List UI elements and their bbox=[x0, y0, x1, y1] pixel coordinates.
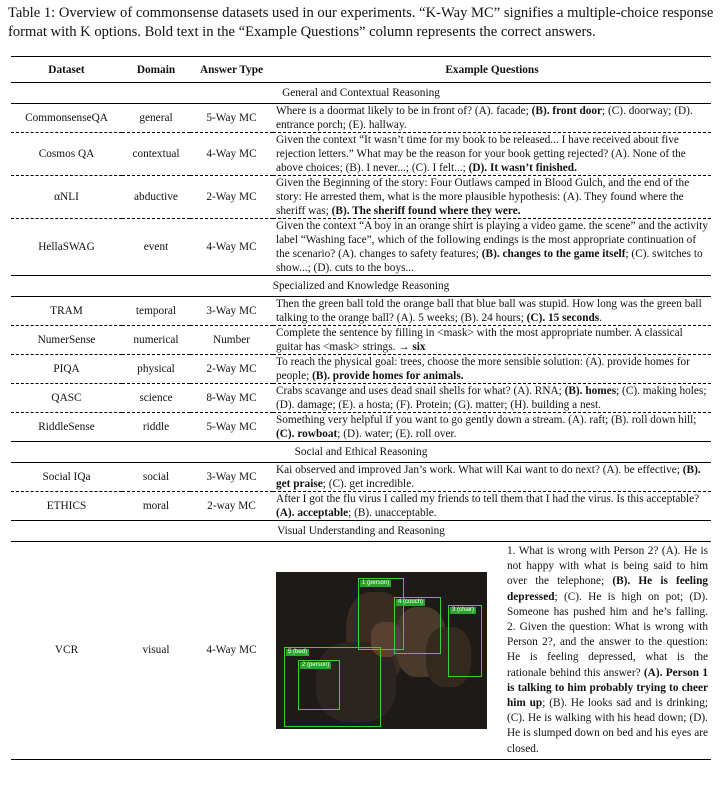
example-text: Given the context “It wasn’t time for my book to be released... I have received about five rejection letters.” What may be the reason for your book getting rejected? (A). None of the above choices; (B). I never...; (C). I felt...; bbox=[276, 134, 686, 174]
example-text: ; (C). get incredible. bbox=[322, 478, 415, 490]
cell-answer-type: 3-Way MC bbox=[190, 463, 273, 492]
correct-answer: (C). rowboat bbox=[276, 428, 338, 440]
cell-dataset: QASC bbox=[11, 384, 122, 413]
cell-example bbox=[273, 297, 711, 326]
example-question bbox=[276, 384, 708, 412]
cell-dataset: ETHICS bbox=[11, 492, 122, 521]
section-title: Visual Understanding and Reasoning bbox=[11, 521, 711, 542]
cell-domain: abductive bbox=[122, 176, 190, 219]
table-header-row bbox=[11, 57, 711, 83]
cell-domain: general bbox=[122, 104, 190, 133]
correct-answer: (A). Person 1 is talking to him probably trying to cheer him up bbox=[507, 666, 708, 710]
table-row bbox=[11, 104, 711, 133]
example-question bbox=[276, 297, 708, 325]
example-text: Given the Beginning of the story: Four Outlaws camped in Blood Gulch, and the end of the story: He arrested them, what is the more plausible hypothesis: (A). They found where the sheriff was; bbox=[276, 177, 690, 217]
example-text: ; (C). switches to show...; (D). cuts to the boys... bbox=[276, 248, 703, 274]
cell-dataset: HellaSWAG bbox=[11, 219, 122, 276]
cell-example bbox=[273, 384, 711, 413]
example-question bbox=[276, 219, 708, 275]
cell-dataset: CommonsenseQA bbox=[11, 104, 122, 133]
cell-dataset: Social IQa bbox=[11, 463, 122, 492]
correct-answer: six bbox=[412, 341, 426, 353]
example-text: Then the green ball told the orange ball that blue ball was stupid. How long was the green ball talking to the orange ball? (A). 5 weeks; (B). 24 hours; bbox=[276, 298, 702, 324]
correct-answer: (D). It wasn’t finished. bbox=[468, 162, 577, 174]
correct-answer: (A). acceptable bbox=[276, 507, 349, 519]
cell-domain: moral bbox=[122, 492, 190, 521]
cell-answer-type: 4-Way MC bbox=[190, 219, 273, 276]
table-row bbox=[11, 384, 711, 413]
section-title: General and Contextual Reasoning bbox=[11, 83, 711, 104]
detection-label: 2 (person) bbox=[302, 661, 330, 668]
cell-domain: science bbox=[122, 384, 190, 413]
table-row bbox=[11, 542, 711, 760]
cell-dataset: PIQA bbox=[11, 355, 122, 384]
example-text: Where is a doormat likely to be in front of? (A). facade; bbox=[276, 105, 532, 117]
cell-dataset: RiddleSense bbox=[11, 413, 122, 442]
detection-box bbox=[394, 597, 441, 654]
detection-label: 5 (bed) bbox=[288, 648, 308, 655]
example-text: After I got the flu virus I called my friends to tell them that I had the virus. Is this acceptable? bbox=[276, 493, 700, 505]
example-text: ; (C). doorway; (D). entrance porch; (E). hallway. bbox=[276, 105, 693, 131]
section-title: Specialized and Knowledge Reasoning bbox=[11, 276, 711, 297]
cell-example bbox=[273, 133, 711, 176]
section-row bbox=[11, 83, 711, 104]
example-question bbox=[276, 413, 708, 441]
header-domain: Domain bbox=[136, 63, 176, 76]
table-row bbox=[11, 413, 711, 442]
correct-answer: (C). 15 seconds bbox=[526, 312, 600, 324]
example-text: ; (C). He is high on pot; (D). Someone has pushed him and he’s falling. 2. Given the question: What is wrong with Person 2?, and the answer to the question: He is feeling depressed, what is the rationale behind this answer? bbox=[507, 590, 708, 679]
cell-dataset: NumerSense bbox=[11, 326, 122, 355]
vcr-example bbox=[276, 544, 708, 757]
cell-domain: contextual bbox=[122, 133, 190, 176]
cell-domain: riddle bbox=[122, 413, 190, 442]
example-text: ; (D). water; (E). roll over. bbox=[337, 428, 457, 440]
cell-example bbox=[273, 542, 711, 760]
cell-example bbox=[273, 463, 711, 492]
detection-label: 1 (person) bbox=[362, 579, 390, 586]
vcr-question-text bbox=[507, 544, 708, 757]
cell-example bbox=[273, 219, 711, 276]
table-row bbox=[11, 297, 711, 326]
cell-dataset: VCR bbox=[11, 542, 122, 760]
cell-example bbox=[273, 104, 711, 133]
cell-domain: numerical bbox=[122, 326, 190, 355]
table-caption: Table 1: Overview of commonsense datasets used in our experiments. “K-Way MC” signifies a multiple-choice response format with K options. Bold text in the “Example Questions” column represents the correct answers. bbox=[8, 5, 714, 40]
cell-domain: visual bbox=[122, 542, 190, 760]
cell-example bbox=[273, 492, 711, 521]
cell-answer-type: 2-Way MC bbox=[190, 355, 273, 384]
example-text: 1. What is wrong with Person 2? (A). He is not happy with what is being said to him over the telephone; bbox=[507, 545, 708, 588]
table-row bbox=[11, 355, 711, 384]
detection-box bbox=[448, 605, 482, 677]
section-row bbox=[11, 442, 711, 463]
cell-answer-type: 4-Way MC bbox=[190, 542, 273, 760]
detection-label: 4 (couch) bbox=[398, 598, 424, 605]
correct-answer: (B). homes bbox=[564, 385, 617, 397]
cell-example bbox=[273, 176, 711, 219]
table-row bbox=[11, 176, 711, 219]
table-row bbox=[11, 219, 711, 276]
example-question bbox=[276, 104, 708, 132]
example-text: ; (B). He looks sad and is drinking; (C). He is walking with his head down; (D). He is slumped down on bed and his eyes are closed. bbox=[507, 697, 708, 755]
example-text: To reach the physical goal: trees, choose the more sensible solution: (A). provide homes for people; bbox=[276, 356, 690, 382]
example-question bbox=[276, 133, 708, 175]
cell-answer-type: Number bbox=[190, 326, 273, 355]
cell-dataset: αNLI bbox=[11, 176, 122, 219]
correct-answer: (B). get praise bbox=[276, 464, 701, 490]
correct-answer: (B). provide homes for animals. bbox=[312, 370, 464, 382]
table-row bbox=[11, 492, 711, 521]
correct-answer: (B). front door bbox=[531, 105, 603, 117]
example-text: Kai observed and improved Jan’s work. What will Kai want to do next? (A). be effective; bbox=[276, 464, 683, 476]
example-text: . bbox=[599, 312, 602, 324]
example-question bbox=[276, 326, 708, 354]
datasets-table bbox=[11, 56, 711, 760]
cell-dataset: TRAM bbox=[11, 297, 122, 326]
example-question bbox=[276, 355, 708, 383]
example-text: ; (C). making holes; (D). damage; (E). a hosta; (F). Protein; (G). matter; (H). building a nest. bbox=[276, 385, 707, 411]
cell-dataset: Cosmos QA bbox=[11, 133, 122, 176]
header-answer-type: Answer Type bbox=[199, 63, 264, 76]
example-text: Something very helpful if you want to go gently down a stream. (A). raft; (B). roll down hill; bbox=[276, 414, 697, 426]
cell-example bbox=[273, 355, 711, 384]
cell-domain: temporal bbox=[122, 297, 190, 326]
section-row bbox=[11, 521, 711, 542]
correct-answer: (B). changes to the game itself bbox=[481, 248, 626, 260]
correct-answer: (B). The sheriff found where they were. bbox=[331, 205, 521, 217]
table-row bbox=[11, 463, 711, 492]
example-question bbox=[276, 492, 708, 520]
cell-answer-type: 2-Way MC bbox=[190, 176, 273, 219]
table-row bbox=[11, 326, 711, 355]
header-dataset: Dataset bbox=[48, 63, 85, 76]
example-text: Crabs scavange and uses dead snail shells for what? (A). RNA; bbox=[276, 385, 565, 397]
example-text: Complete the sentence by filling in <mask> with the most appropriate number. A classical guitar has <mask> strings. → bbox=[276, 327, 683, 353]
correct-answer: (B). He is feeling depressed bbox=[507, 575, 708, 603]
example-text: ; (B). unacceptable. bbox=[348, 507, 437, 519]
cell-example bbox=[273, 413, 711, 442]
cell-domain: social bbox=[122, 463, 190, 492]
section-title: Social and Ethical Reasoning bbox=[11, 442, 711, 463]
header-example-questions: Example Questions bbox=[445, 63, 539, 76]
table-row bbox=[11, 133, 711, 176]
cell-answer-type: 5-Way MC bbox=[190, 104, 273, 133]
example-text: Given the context “A boy in an orange shirt is playing a video game. the scene” and the activity label “Washing face”, which of the following endings is the most appropriate continuation of the scenario? (A). changes to safety features; bbox=[276, 220, 708, 260]
cell-domain: physical bbox=[122, 355, 190, 384]
cell-domain: event bbox=[122, 219, 190, 276]
cell-answer-type: 8-Way MC bbox=[190, 384, 273, 413]
cell-answer-type: 4-Way MC bbox=[190, 133, 273, 176]
detection-box bbox=[298, 660, 340, 710]
cell-answer-type: 2-way MC bbox=[190, 492, 273, 521]
example-question bbox=[276, 463, 708, 491]
cell-example bbox=[273, 326, 711, 355]
table-body bbox=[11, 83, 711, 760]
cell-answer-type: 5-Way MC bbox=[190, 413, 273, 442]
vcr-image bbox=[276, 572, 487, 729]
example-question bbox=[276, 176, 708, 218]
section-row bbox=[11, 276, 711, 297]
detection-label: 3 (chair) bbox=[452, 606, 475, 613]
cell-answer-type: 3-Way MC bbox=[190, 297, 273, 326]
